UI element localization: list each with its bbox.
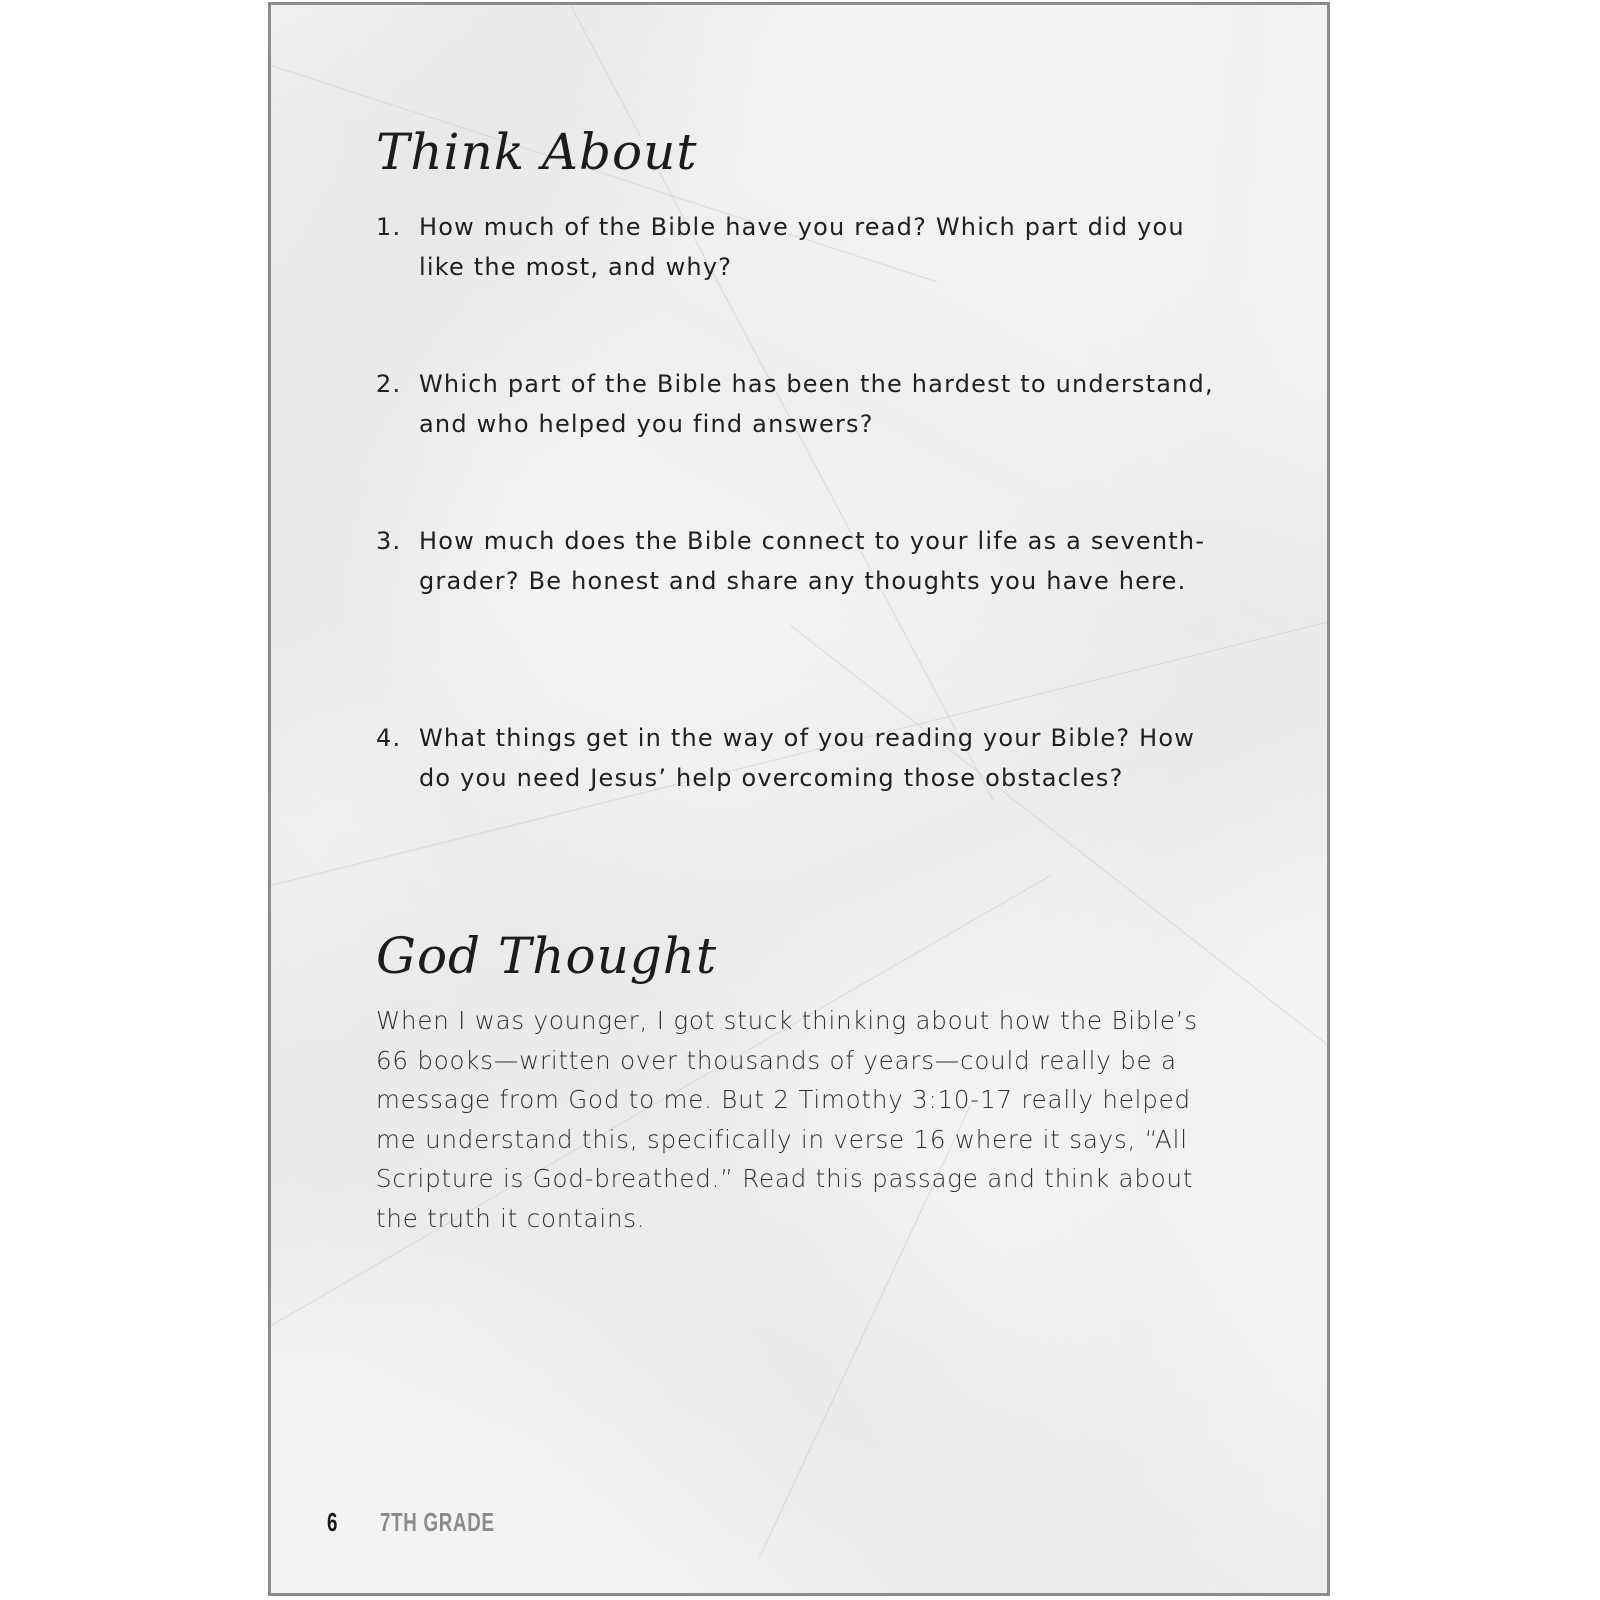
- question-number: 3.: [376, 527, 402, 555]
- question-number: 4.: [376, 724, 402, 752]
- question-number: 1.: [376, 213, 402, 241]
- question-text: How much of the Bible have you read? Which part did you like the most, and why?: [419, 213, 1185, 281]
- question-number: 2.: [376, 370, 402, 398]
- question-item: [376, 208, 1226, 287]
- question-text: Which part of the Bible has been the hardest to understand, and who helped you find answers?: [419, 370, 1214, 438]
- book-page: [268, 2, 1330, 1596]
- question-item: [376, 365, 1226, 444]
- god-thought-paragraph: When I was younger, I got stuck thinking about how the Bible’s 66 books—written over thousands of years—could really be a message from God to me. But 2 Timothy 3:10-17 really helped me understand this, specifically in verse 16 where it says, “All Scripture is God-breathed.” Read this passage and think about the truth it contains.: [376, 1006, 1198, 1233]
- question-item: [376, 522, 1226, 601]
- question-text: What things get in the way of you reading your Bible? How do you need Jesus’ help overcoming those obstacles?: [419, 724, 1196, 792]
- running-footer-label: 7TH GRADE: [380, 1507, 495, 1537]
- god-thought-heading: God Thought: [376, 927, 718, 985]
- page-number: 6: [327, 1507, 339, 1537]
- question-text: How much does the Bible connect to your life as a seventh-grader? Be honest and share any thoughts you have here.: [419, 527, 1206, 595]
- question-item: [376, 719, 1226, 798]
- think-about-heading: Think About: [376, 123, 698, 181]
